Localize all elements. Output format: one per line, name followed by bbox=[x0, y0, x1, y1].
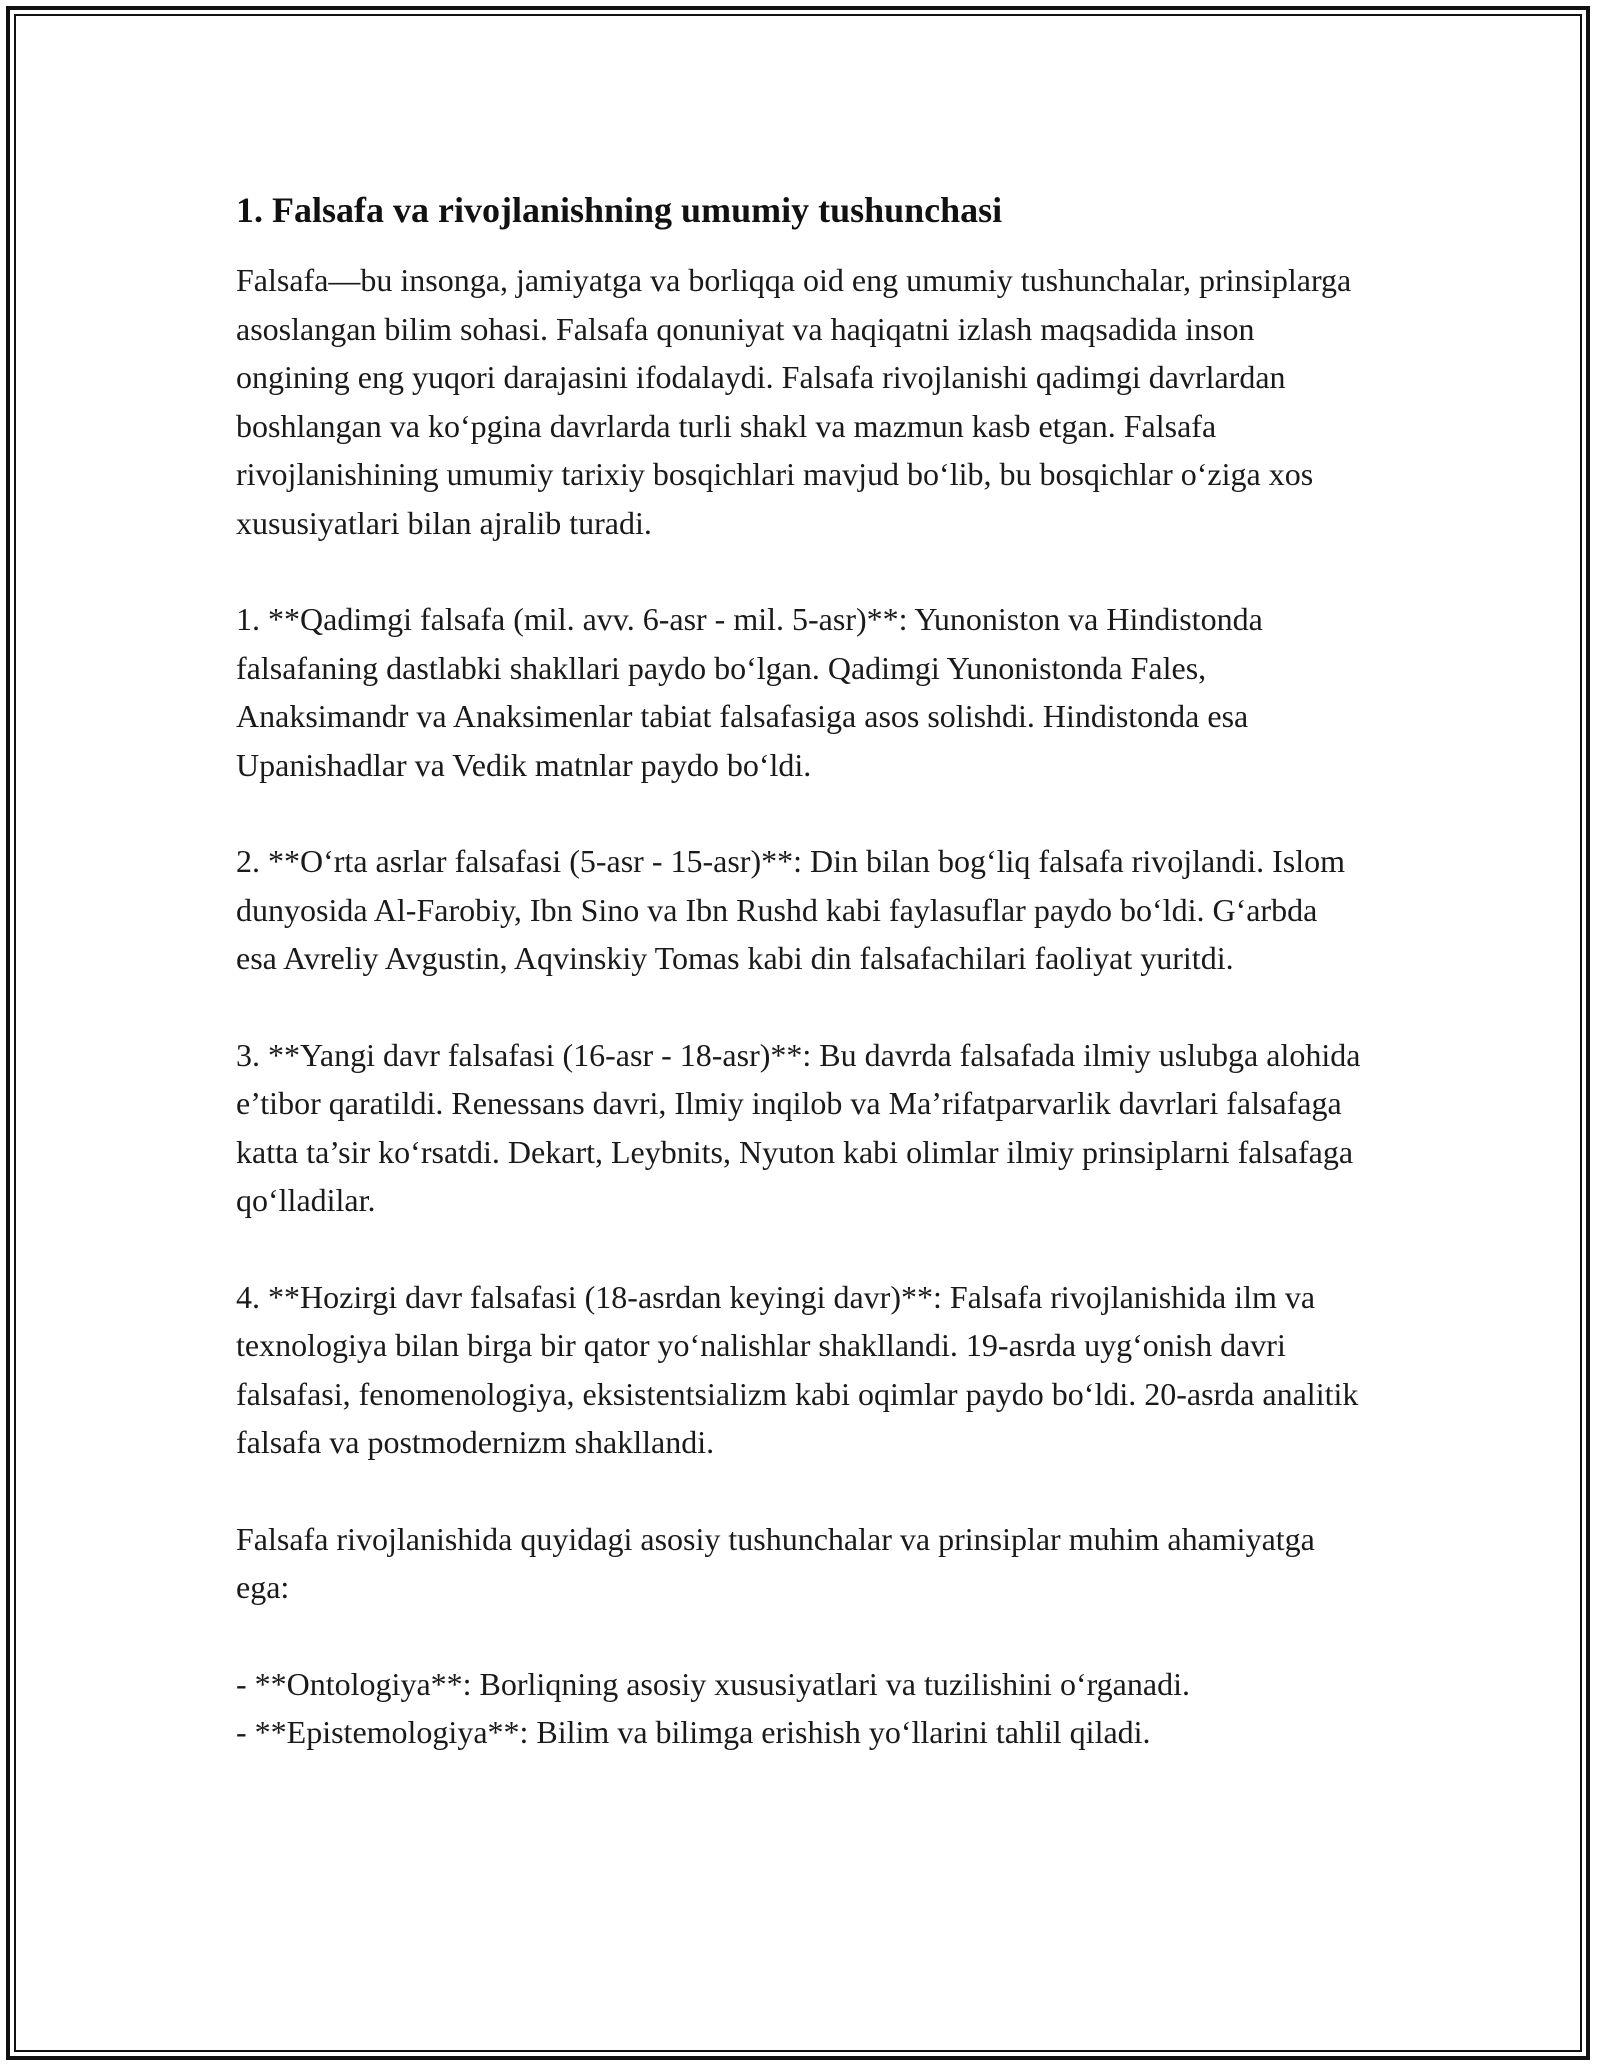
period-contemporary-paragraph: 4. **Hozirgi davr falsafasi (18-asrdan keyingi davr)**: Falsafa rivojlanishida ilm va texnologiya bilan birga bir qator yoʻnalishlar shakllandi. 19-asrda uygʻonish davri falsafasi, fenomenologiya, eksistentsializm kabi oqimlar paydo boʻldi. 20-asrda analitik falsafa va postmodernizm shakllandi. bbox=[236, 1278, 1359, 1460]
section-heading: 1. Falsafa va rivojlanishning umumiy tushunchasi bbox=[236, 190, 1003, 230]
period-modern-paragraph: 3. **Yangi davr falsafasi (16-asr - 18-asr)**: Bu davrda falsafada ilmiy uslubga alohida e’tibor qaratildi. Renessans davri, Ilmiy inqilob va Ma’rifatparvarlik davrlari falsafaga katta ta’sir koʻrsatdi. Dekart, Leybnits, Nyuton kabi olimlar ilmiy prinsiplarni falsafaga qoʻlladilar. bbox=[236, 1036, 1361, 1218]
list-item-epistemology: - **Epistemologiya**: Bilim va bilimga erishish yoʻllarini tahlil qiladi. bbox=[236, 1714, 1151, 1750]
period-medieval-paragraph: 2. **Oʻrta asrlar falsafasi (5-asr - 15-asr)**: Din bilan bogʻliq falsafa rivojlandi. Islom dunyosida Al-Farobiy, Ibn Sino va Ibn Rushd kabi faylasuflar paydo boʻldi. Gʻarbda esa Avreliy Avgustin, Aqvinskiy Tomas kabi din falsafachilari faoliyat yuritdi. bbox=[236, 843, 1345, 976]
concepts-list bbox=[236, 1660, 1366, 1757]
concepts-intro-paragraph: Falsafa rivojlanishida quyidagi asosiy tushunchalar va prinsiplar muhim ahamiyatga ega: bbox=[236, 1520, 1315, 1605]
intro-paragraph: Falsafa—bu insonga, jamiyatga va borliqqa oid eng umumiy tushunchalar, prinsiplarga asoslangan bilim sohasi. Falsafa qonuniyat va haqiqatni izlash maqsadida inson ongining eng yuqori darajasini ifodalaydi. Falsafa rivojlanishi qadimgi davrlardan boshlangan va koʻpgina davrlarda turli shakl va mazmun kasb etgan. Falsafa rivojlanishining umumiy tarixiy bosqichlari mavjud boʻlib, bu bosqichlar oʻziga xos xususiyatlari bilan ajralib turadi. bbox=[236, 262, 1352, 541]
period-ancient-paragraph: 1. **Qadimgi falsafa (mil. avv. 6-asr - mil. 5-asr)**: Yunoniston va Hindistonda falsafaning dastlabki shakllari paydo boʻlgan. Qadimgi Yunonistonda Fales, Anaksimandr va Anaksimenlar tabiat falsafasiga asos solishdi. Hindistonda esa Upanishadlar va Vedik matnlar paydo boʻldi. bbox=[236, 601, 1263, 783]
list-item-ontology: - **Ontologiya**: Borliqning asosiy xususiyatlari va tuzilishini oʻrganadi. bbox=[236, 1665, 1190, 1702]
document-body bbox=[236, 186, 1366, 1757]
